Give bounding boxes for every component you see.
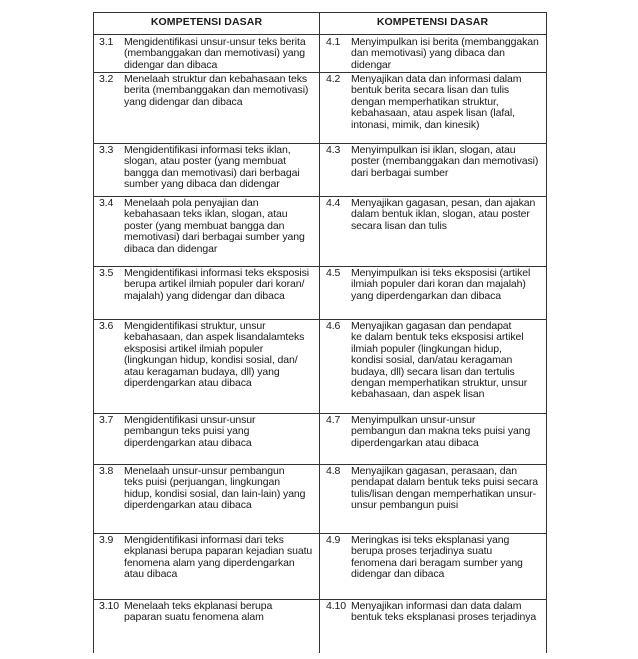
kd-number: 4.4 xyxy=(326,197,341,209)
kd-text-line: Menyajikan data dan informasi dalam xyxy=(351,73,522,85)
kd-text-line: Mengidentifikasi informasi dari teks xyxy=(124,534,284,546)
kd-text-line: kondisi sosial, dan/atau keragaman xyxy=(351,354,513,367)
table-row xyxy=(94,143,546,197)
kd-text-line: kebahasaan, dan aspek lisan xyxy=(351,388,485,401)
kd-text-line: dibaca dan didengar xyxy=(124,242,218,255)
kd-text xyxy=(124,37,317,71)
kd-number: 3.9 xyxy=(99,534,114,546)
kd-text-line: didengar dan dibaca xyxy=(351,568,445,581)
kd-text-line: intonasi, mimik, dan kinesik) xyxy=(351,118,480,131)
kd-text xyxy=(351,198,542,232)
kd-text-line: dengan memperhatikan struktur, xyxy=(351,95,499,108)
kd-number: 4.10 xyxy=(326,600,347,612)
table-row xyxy=(94,319,546,414)
kd-text xyxy=(351,535,542,581)
kd-text-line: pembangun dan makna teks puisi yang xyxy=(351,425,531,438)
kd-text-line: Menyimpulkan unsur-unsur xyxy=(351,414,476,426)
table-row xyxy=(94,35,546,73)
kd-text-line: kebahasaan, dan aspek lisandalamteks xyxy=(124,331,305,344)
table-row xyxy=(94,72,546,144)
kd-text-line: Menyimpulkan isi iklan, slogan, atau xyxy=(351,144,516,156)
kd-text-line: memotivasi) dari berbagai sumber yang xyxy=(124,231,305,244)
kd-text-line: dan memotivasi) yang dibaca dan xyxy=(351,47,505,60)
kd-text xyxy=(124,145,317,191)
kd-text-line: diperdengarkan atau dibaca xyxy=(124,499,252,512)
table-row xyxy=(94,533,546,600)
kd-number: 3.4 xyxy=(99,197,114,209)
kd-text-line: didengar dan dibaca xyxy=(124,58,218,71)
kd-number: 4.1 xyxy=(326,36,341,48)
kd-text-line: (lingkungan hidup, kondisi sosial, dan/ xyxy=(124,354,298,367)
kd-text-line: ilmiah populer dari koran dan majalah) xyxy=(351,278,526,291)
table-header xyxy=(94,13,546,35)
kd-text-line: berupa proses terjadinya suatu xyxy=(351,545,493,558)
kd-number: 3.8 xyxy=(99,465,114,477)
competency-table xyxy=(93,12,547,653)
kd-text-line: slogan, atau poster (yang membuat xyxy=(124,155,286,168)
kd-text xyxy=(124,415,317,449)
kd-number: 4.9 xyxy=(326,534,341,546)
kd-number: 3.10 xyxy=(99,600,120,612)
kd-text xyxy=(124,466,317,512)
kd-text xyxy=(351,268,542,302)
kd-text xyxy=(351,145,542,179)
kd-text xyxy=(351,466,542,512)
table-row xyxy=(94,599,546,659)
kd-text-line: yang didengar dan dibaca xyxy=(124,95,243,108)
kd-text-line: poster (yang membuat bangga dan xyxy=(124,219,285,232)
kd-text-line: Menyajikan gagasan, pesan, dan ajakan xyxy=(351,197,536,209)
kd-text-line: teks puisi (perjuangan, lingkungan xyxy=(124,476,280,489)
kd-text-line: dengan memperhatikan struktur, unsur xyxy=(351,377,528,390)
kd-text-line: Menyajikan gagasan, perasaan, dan xyxy=(351,465,517,477)
kd-text-line: Menelaah unsur-unsur pembangun xyxy=(124,465,285,477)
kd-text-line: kebahasaan teks iklan, slogan, atau xyxy=(124,208,288,221)
kd-number: 3.7 xyxy=(99,414,114,426)
kd-text xyxy=(124,74,317,108)
kd-text-line: bentuk berita secara lisan dan tulis xyxy=(351,84,510,97)
kd-text-line: Menelaah teks ekplanasi berupa xyxy=(124,600,273,612)
kd-text-line: diperdengarkan atau dibaca xyxy=(124,377,252,390)
kd-text-line: Mengidentifikasi informasi teks iklan, xyxy=(124,144,291,156)
kd-text-line: budaya, dll) secara lisan dan tertulis xyxy=(351,365,515,378)
table-row xyxy=(94,464,546,534)
kd-text-line: Meringkas isi teks eksplanasi yang xyxy=(351,534,510,546)
kd-text-line: eksposisi artikel ilmiah populer xyxy=(124,342,264,355)
kd-text-line: ekplanasi berupa paparan kejadian suatu xyxy=(124,545,313,558)
kd-number: 3.5 xyxy=(99,267,114,279)
kd-text-line: (membanggakan dan memotivasi) yang xyxy=(124,47,306,60)
kd-text xyxy=(124,321,317,389)
kd-text-line: pendapat dalam bentuk teks puisi secara xyxy=(351,476,538,489)
kd-text-line: diperdengarkan atau dibaca xyxy=(124,436,252,449)
kd-text-line: Mengidentifikasi unsur-unsur teks berita xyxy=(124,36,306,48)
kd-text-line: fenomena dari beragam sumber yang xyxy=(351,556,523,569)
kd-text-line: Menyimpulkan isi berita (membanggakan xyxy=(351,36,539,48)
kd-text-line: ilmiah populer (lingkungan hidup, xyxy=(351,342,502,355)
header-right: KOMPETENSI DASAR xyxy=(376,16,489,28)
kd-number: 3.1 xyxy=(99,36,114,48)
kd-text-line: Mengidentifikasi struktur, unsur xyxy=(124,320,266,332)
table-row xyxy=(94,266,546,320)
kd-number: 4.2 xyxy=(326,73,341,85)
kd-number: 3.6 xyxy=(99,320,114,332)
kd-text-line: hidup, kondisi sosial, dan lain-lain) yang xyxy=(124,487,306,500)
kd-text-line: dari berbagai sumber xyxy=(351,166,449,179)
kd-text-line: berita (membanggakan dan memotivasi) xyxy=(124,84,309,97)
kd-text-line: dalam bentuk iklan, slogan, atau poster xyxy=(351,208,530,221)
kd-text-line: tulis/lisan dengan memperhatikan unsur- xyxy=(351,487,537,500)
kd-text-line: Mengidentifikasi informasi teks eksposisi xyxy=(124,267,309,279)
kd-text xyxy=(351,37,542,71)
kd-text-line: Menelaah struktur dan kebahasaan teks xyxy=(124,73,308,85)
kd-text xyxy=(351,601,542,624)
kd-text xyxy=(124,535,317,581)
kd-text-line: didengar xyxy=(351,58,392,71)
kd-text-line: pembangun teks puisi yang xyxy=(124,425,250,438)
kd-text-line: sumber yang dibaca dan didengar xyxy=(124,178,280,191)
kd-text-line: Menyimpulkan isi teks eksposisi (artikel xyxy=(351,267,531,279)
kd-number: 4.5 xyxy=(326,267,341,279)
kd-text xyxy=(124,198,317,255)
kd-text-line: fenomena alam yang diperdengarkan xyxy=(124,556,295,569)
header-left: KOMPETENSI DASAR xyxy=(150,16,263,28)
kd-number: 4.6 xyxy=(326,320,341,332)
kd-text-line: berupa artikel ilmiah populer dari koran/ xyxy=(124,278,305,291)
kd-text-line: diperdengarkan atau dibaca xyxy=(351,436,479,449)
kd-text-line: Menyajikan informasi dan data dalam xyxy=(351,600,522,612)
kd-text-line: paparan suatu fenomena alam xyxy=(124,611,264,624)
kd-text xyxy=(351,321,542,401)
kd-text-line: atau dibaca xyxy=(124,568,178,581)
kd-number: 4.8 xyxy=(326,465,341,477)
kd-text-line: Menyajikan gagasan dan pendapat xyxy=(351,320,512,332)
table-row xyxy=(94,413,546,465)
kd-text xyxy=(351,415,542,449)
kd-text xyxy=(124,601,317,624)
kd-text-line: bangga dan memotivasi) dari berbagai xyxy=(124,166,300,179)
kd-text xyxy=(124,268,317,302)
kd-text xyxy=(351,74,542,131)
kd-text-line: Mengidentifikasi unsur-unsur xyxy=(124,414,256,426)
kd-text-line: ke dalam bentuk teks eksposisi artikel xyxy=(351,331,524,344)
kd-text-line: unsur pembangun puisi xyxy=(351,499,459,512)
kd-text-line: yang diperdengarkan dan dibaca xyxy=(351,289,501,302)
kd-number: 4.3 xyxy=(326,144,341,156)
kd-text-line: poster (membanggakan dan memotivasi) xyxy=(351,155,539,168)
kd-number: 3.3 xyxy=(99,144,114,156)
kd-text-line: atau keragaman budaya, dll) yang xyxy=(124,365,280,378)
kd-text-line: majalah) yang didengar dan dibaca xyxy=(124,289,285,302)
kd-text-line: bentuk teks eksplanasi proses terjadinya xyxy=(351,611,537,624)
kd-text-line: kebahasaan, atau aspek lisan (lafal, xyxy=(351,107,515,120)
kd-number: 3.2 xyxy=(99,73,114,85)
table-row xyxy=(94,196,546,267)
kd-text-line: secara lisan dan tulis xyxy=(351,219,447,232)
kd-text-line: Menelaah pola penyajian dan xyxy=(124,197,259,209)
kd-number: 4.7 xyxy=(326,414,341,426)
